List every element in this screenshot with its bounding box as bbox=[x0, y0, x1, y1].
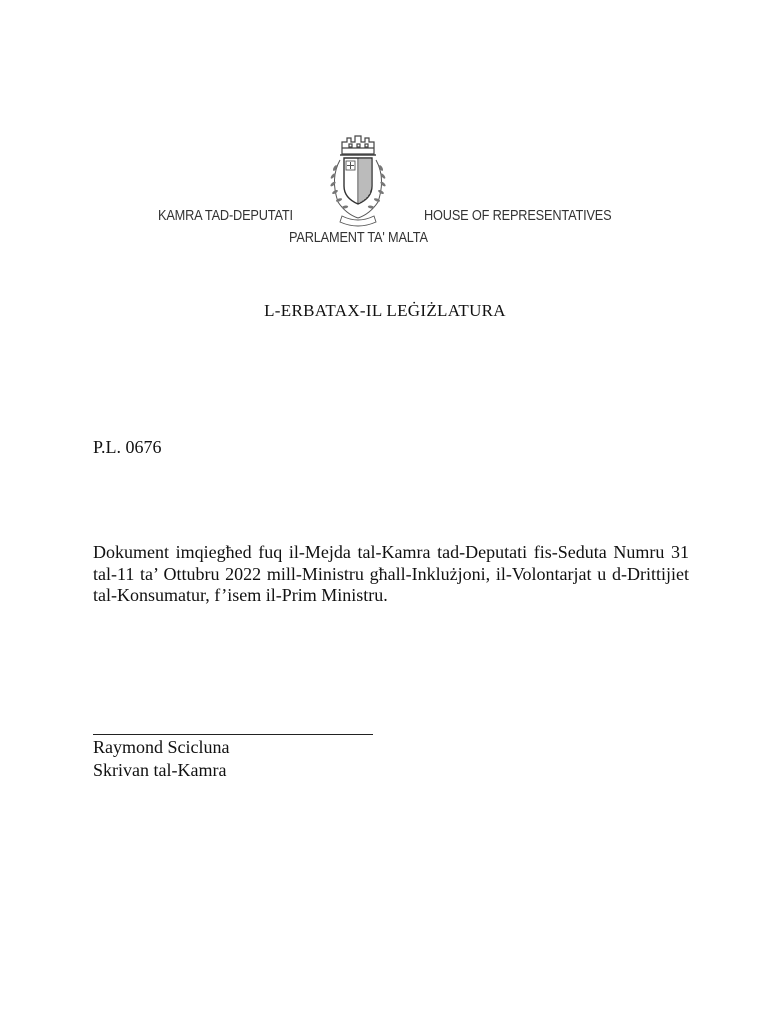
signature-line bbox=[93, 734, 373, 735]
coat-of-arms-emblem bbox=[320, 128, 396, 230]
document-body-paragraph: Dokument imqiegħed fuq il-Mejda tal-Kamra tad-Deputati fis-Seduta Numru 31 tal-11 ta’ Ottubru 2022 mill-Ministru għall-Inklużjoni, il-Volontarjat u d-Drittijiet tal-Konsumatur, f’isem il-Prim Ministru. bbox=[93, 542, 689, 605]
document-reference-number: P.L. 0676 bbox=[93, 437, 162, 457]
signatory-name: Raymond Scicluna bbox=[93, 737, 230, 757]
signatory-title: Skrivan tal-Kamra bbox=[93, 760, 227, 780]
letterhead-parliament-name: PARLAMENT TA' MALTA bbox=[289, 230, 428, 246]
letterhead bbox=[0, 0, 770, 260]
letterhead-maltese-title: KAMRA TAD-DEPUTATI bbox=[158, 208, 293, 224]
legislature-heading: L-ERBATAX-IL LEĠIŻLATURA bbox=[264, 301, 506, 320]
letterhead-english-title: HOUSE OF REPRESENTATIVES bbox=[424, 208, 612, 224]
